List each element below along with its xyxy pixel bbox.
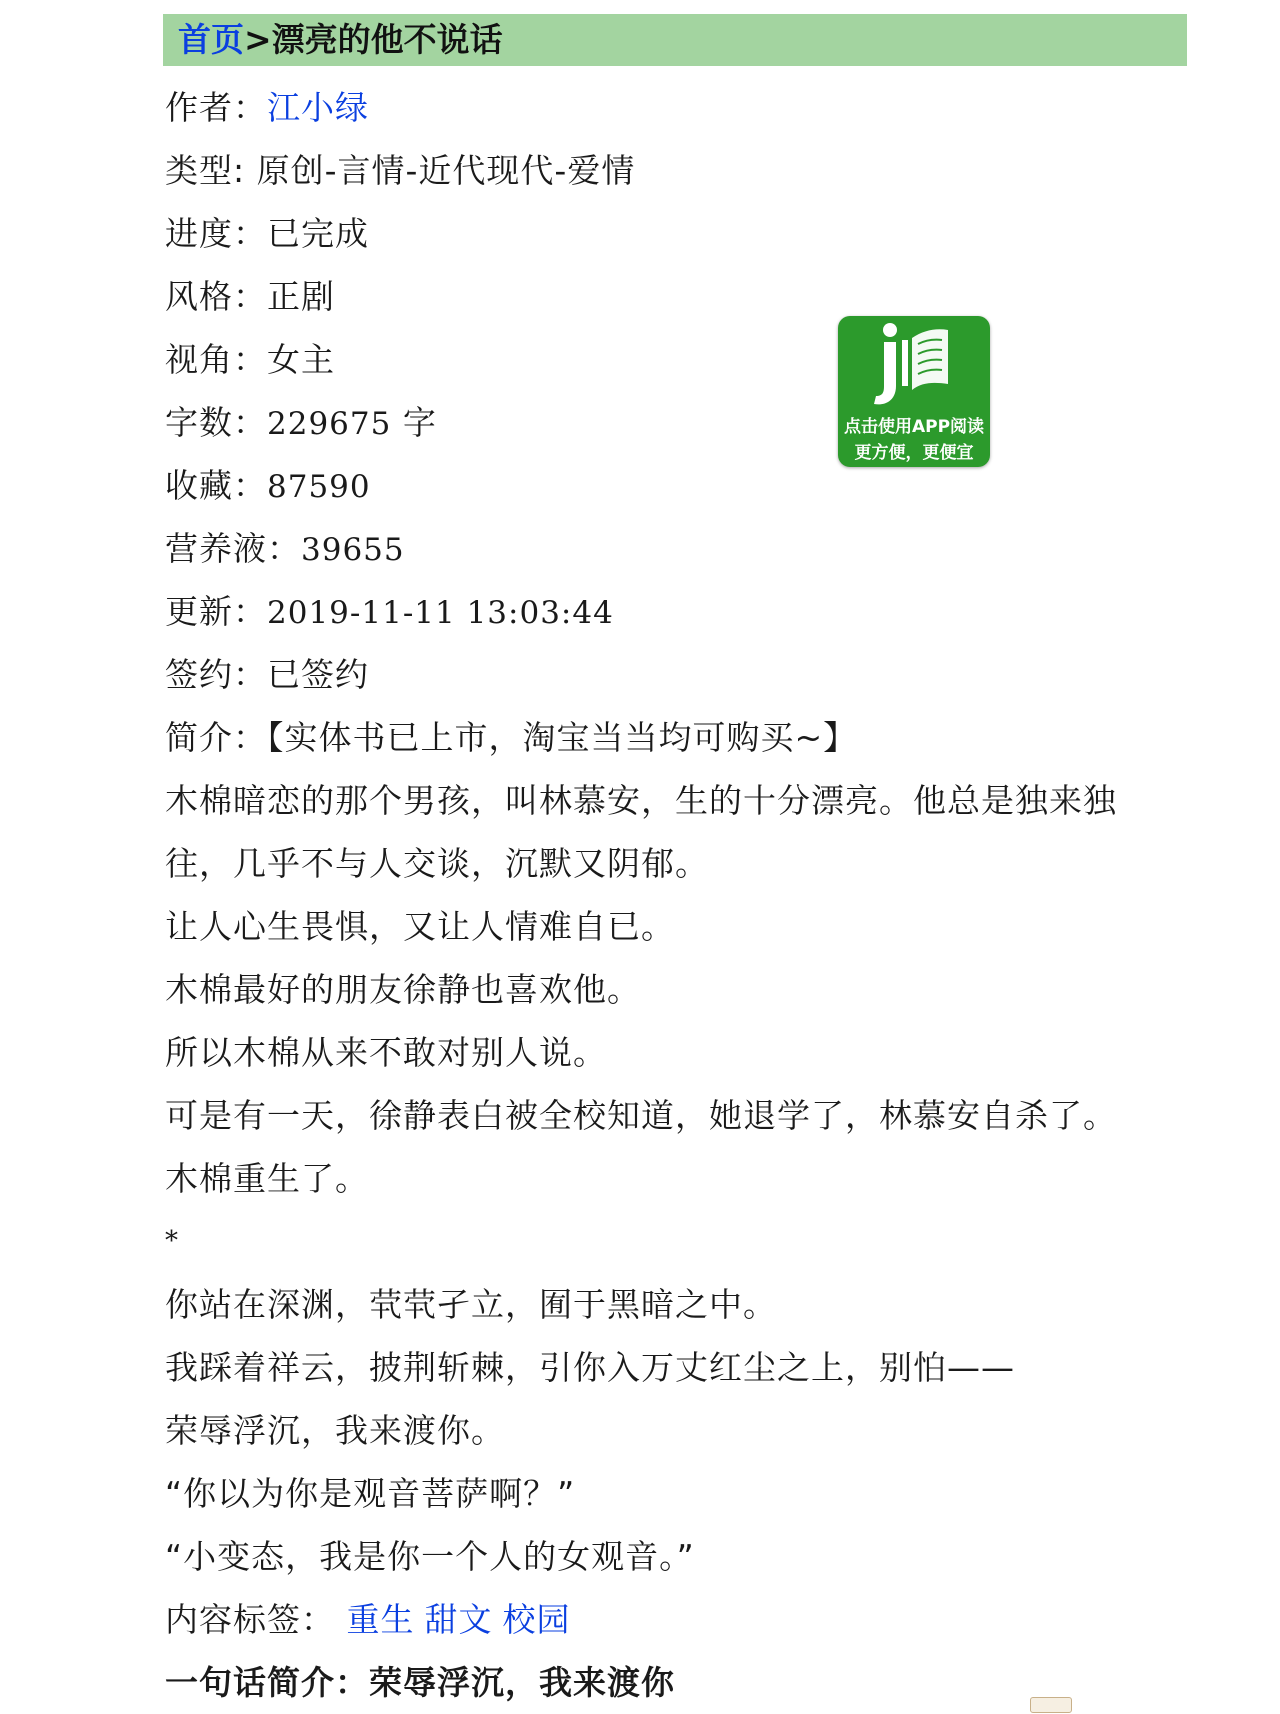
description-line: 让人心生畏惧，又让人情难自已。	[165, 907, 675, 946]
description-line: “你以为你是观音菩萨啊？”	[165, 1474, 576, 1513]
tags-row	[165, 1588, 1175, 1651]
style-label: 风格：	[165, 277, 267, 316]
favorites-row	[165, 454, 1175, 517]
words-row	[165, 391, 1175, 454]
book-title: 漂亮的他不说话	[271, 20, 503, 59]
updated-row	[165, 580, 1175, 643]
description-line: 可是有一天，徐静表白被全校知道，她退学了，林慕安自杀了。	[165, 1096, 1117, 1135]
progress-value: 已完成	[267, 214, 369, 253]
contract-label: 签约：	[165, 655, 267, 694]
description-separator: *	[165, 1226, 179, 1256]
author-row	[165, 76, 1175, 139]
breadcrumb	[163, 14, 1187, 66]
description-line: 木棉暗恋的那个男孩，叫林慕安，生的十分漂亮。他总是独来独	[165, 781, 1117, 820]
tag-link[interactable]: 甜文	[424, 1600, 493, 1639]
favorites-value: 87590	[267, 469, 371, 505]
words-value: 229675	[267, 406, 392, 442]
author-link[interactable]: 江小绿	[267, 88, 369, 127]
nutrient-value: 39655	[301, 532, 405, 568]
description-line: 往，几乎不与人交谈，沉默又阴郁。	[165, 844, 709, 883]
description	[165, 769, 1175, 1588]
contract-row	[165, 643, 1175, 706]
progress-row	[165, 202, 1175, 265]
description-line: 你站在深渊，茕茕孑立，囿于黑暗之中。	[165, 1285, 777, 1324]
nutrient-label: 营养液：	[165, 529, 301, 568]
words-unit: 字	[391, 403, 437, 442]
updated-value: 2019-11-11 13:03:44	[267, 595, 614, 631]
breadcrumb-separator: >	[244, 20, 272, 59]
perspective-label: 视角：	[165, 340, 267, 379]
description-line: 荣辱浮沉，我来渡你。	[165, 1411, 505, 1450]
intro-label: 简介：	[165, 718, 267, 757]
style-value: 正剧	[267, 277, 335, 316]
home-link[interactable]: 首页	[178, 20, 244, 59]
updated-label: 更新：	[165, 592, 267, 631]
intro-first-line: 【实体书已上市，淘宝当当均可购买~】	[267, 718, 858, 757]
perspective-value: 女主	[267, 340, 335, 379]
tag-link[interactable]: 重生	[346, 1600, 415, 1639]
oneline-label: 一句话简介：	[165, 1663, 369, 1702]
oneline-text: 荣辱浮沉，我来渡你	[369, 1663, 675, 1702]
oneline-row	[165, 1651, 1175, 1714]
words-label: 字数：	[165, 403, 267, 442]
app-download-badge[interactable]	[838, 316, 990, 467]
favorites-label: 收藏：	[165, 466, 267, 505]
intro-row	[165, 706, 1175, 769]
tag-link[interactable]: 校园	[502, 1600, 571, 1639]
type-row	[165, 139, 1175, 202]
type-label: 类型:	[165, 151, 257, 190]
description-line: 木棉最好的朋友徐静也喜欢他。	[165, 970, 641, 1009]
book-info	[165, 76, 1175, 1714]
tags-label: 内容标签：	[165, 1600, 335, 1639]
author-label: 作者：	[165, 88, 267, 127]
description-line: 所以木棉从来不敢对别人说。	[165, 1033, 607, 1072]
perspective-row	[165, 328, 1175, 391]
style-row	[165, 265, 1175, 328]
contract-value: 已签约	[267, 655, 369, 694]
nutrient-row	[165, 517, 1175, 580]
description-line: “小变态，我是你一个人的女观音。”	[165, 1537, 695, 1576]
description-line: 我踩着祥云，披荆斩棘，引你入万丈红尘之上，别怕——	[165, 1348, 1015, 1387]
corner-tab-icon	[1030, 1697, 1072, 1713]
app-badge-line1: 点击使用APP阅读	[843, 417, 985, 437]
description-line: 木棉重生了。	[165, 1159, 369, 1198]
book-logo-icon	[874, 320, 954, 410]
type-value: 原创-言情-近代现代-爱情	[256, 151, 636, 190]
progress-label: 进度：	[165, 214, 267, 253]
app-badge-line2: 更方便，更便宜	[854, 443, 974, 463]
